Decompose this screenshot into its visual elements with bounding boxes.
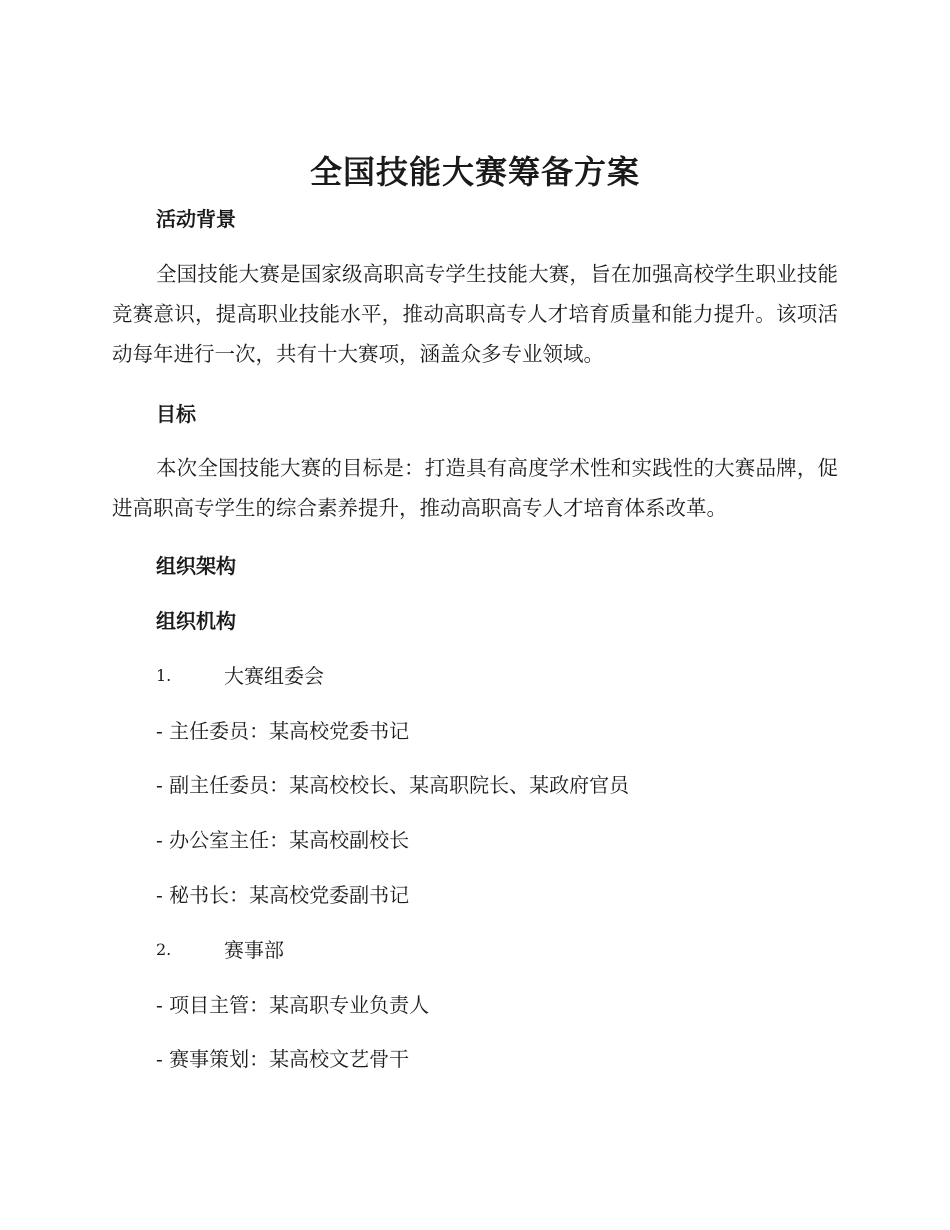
- list-label-1: 大赛组委会: [224, 664, 324, 688]
- document-title: 全国技能大赛筹备方案: [309, 153, 640, 191]
- paragraph-goal: 本次全国技能大赛的目标是：打造具有高度学术性和实践性的大赛品牌，促进高职高专学生的综合素养提升，推动高职高专人才培育体系改革。: [112, 456, 838, 520]
- heading-background: 活动背景: [156, 207, 236, 231]
- list-label-2: 赛事部: [224, 938, 284, 962]
- member-line: - 办公室主任：某高校副校长: [156, 828, 410, 852]
- member-line: - 项目主管：某高职专业负责人: [156, 993, 430, 1017]
- member-line: - 副主任委员：某高校校长、某高职院长、某政府官员: [156, 773, 630, 797]
- paragraph-background: 全国技能大赛是国家级高职高专学生技能大赛，旨在加强高校学生职业技能竞赛意识，提高职业技能水平，推动高职高专人才培育质量和能力提升。该项活动每年进行一次，共有十大赛项，涵盖众多专业领域。: [112, 262, 838, 366]
- heading-goal: 目标: [156, 402, 196, 426]
- member-line: - 赛事策划：某高校文艺骨干: [156, 1047, 410, 1071]
- member-line: - 秘书长：某高校党委副书记: [156, 883, 410, 907]
- heading-org-structure: 组织架构: [156, 554, 236, 578]
- list-number-2: 2.: [156, 940, 172, 959]
- heading-org-body: 组织机构: [156, 609, 236, 633]
- list-number-1: 1.: [156, 666, 172, 685]
- member-line: - 主任委员：某高校党委书记: [156, 719, 410, 743]
